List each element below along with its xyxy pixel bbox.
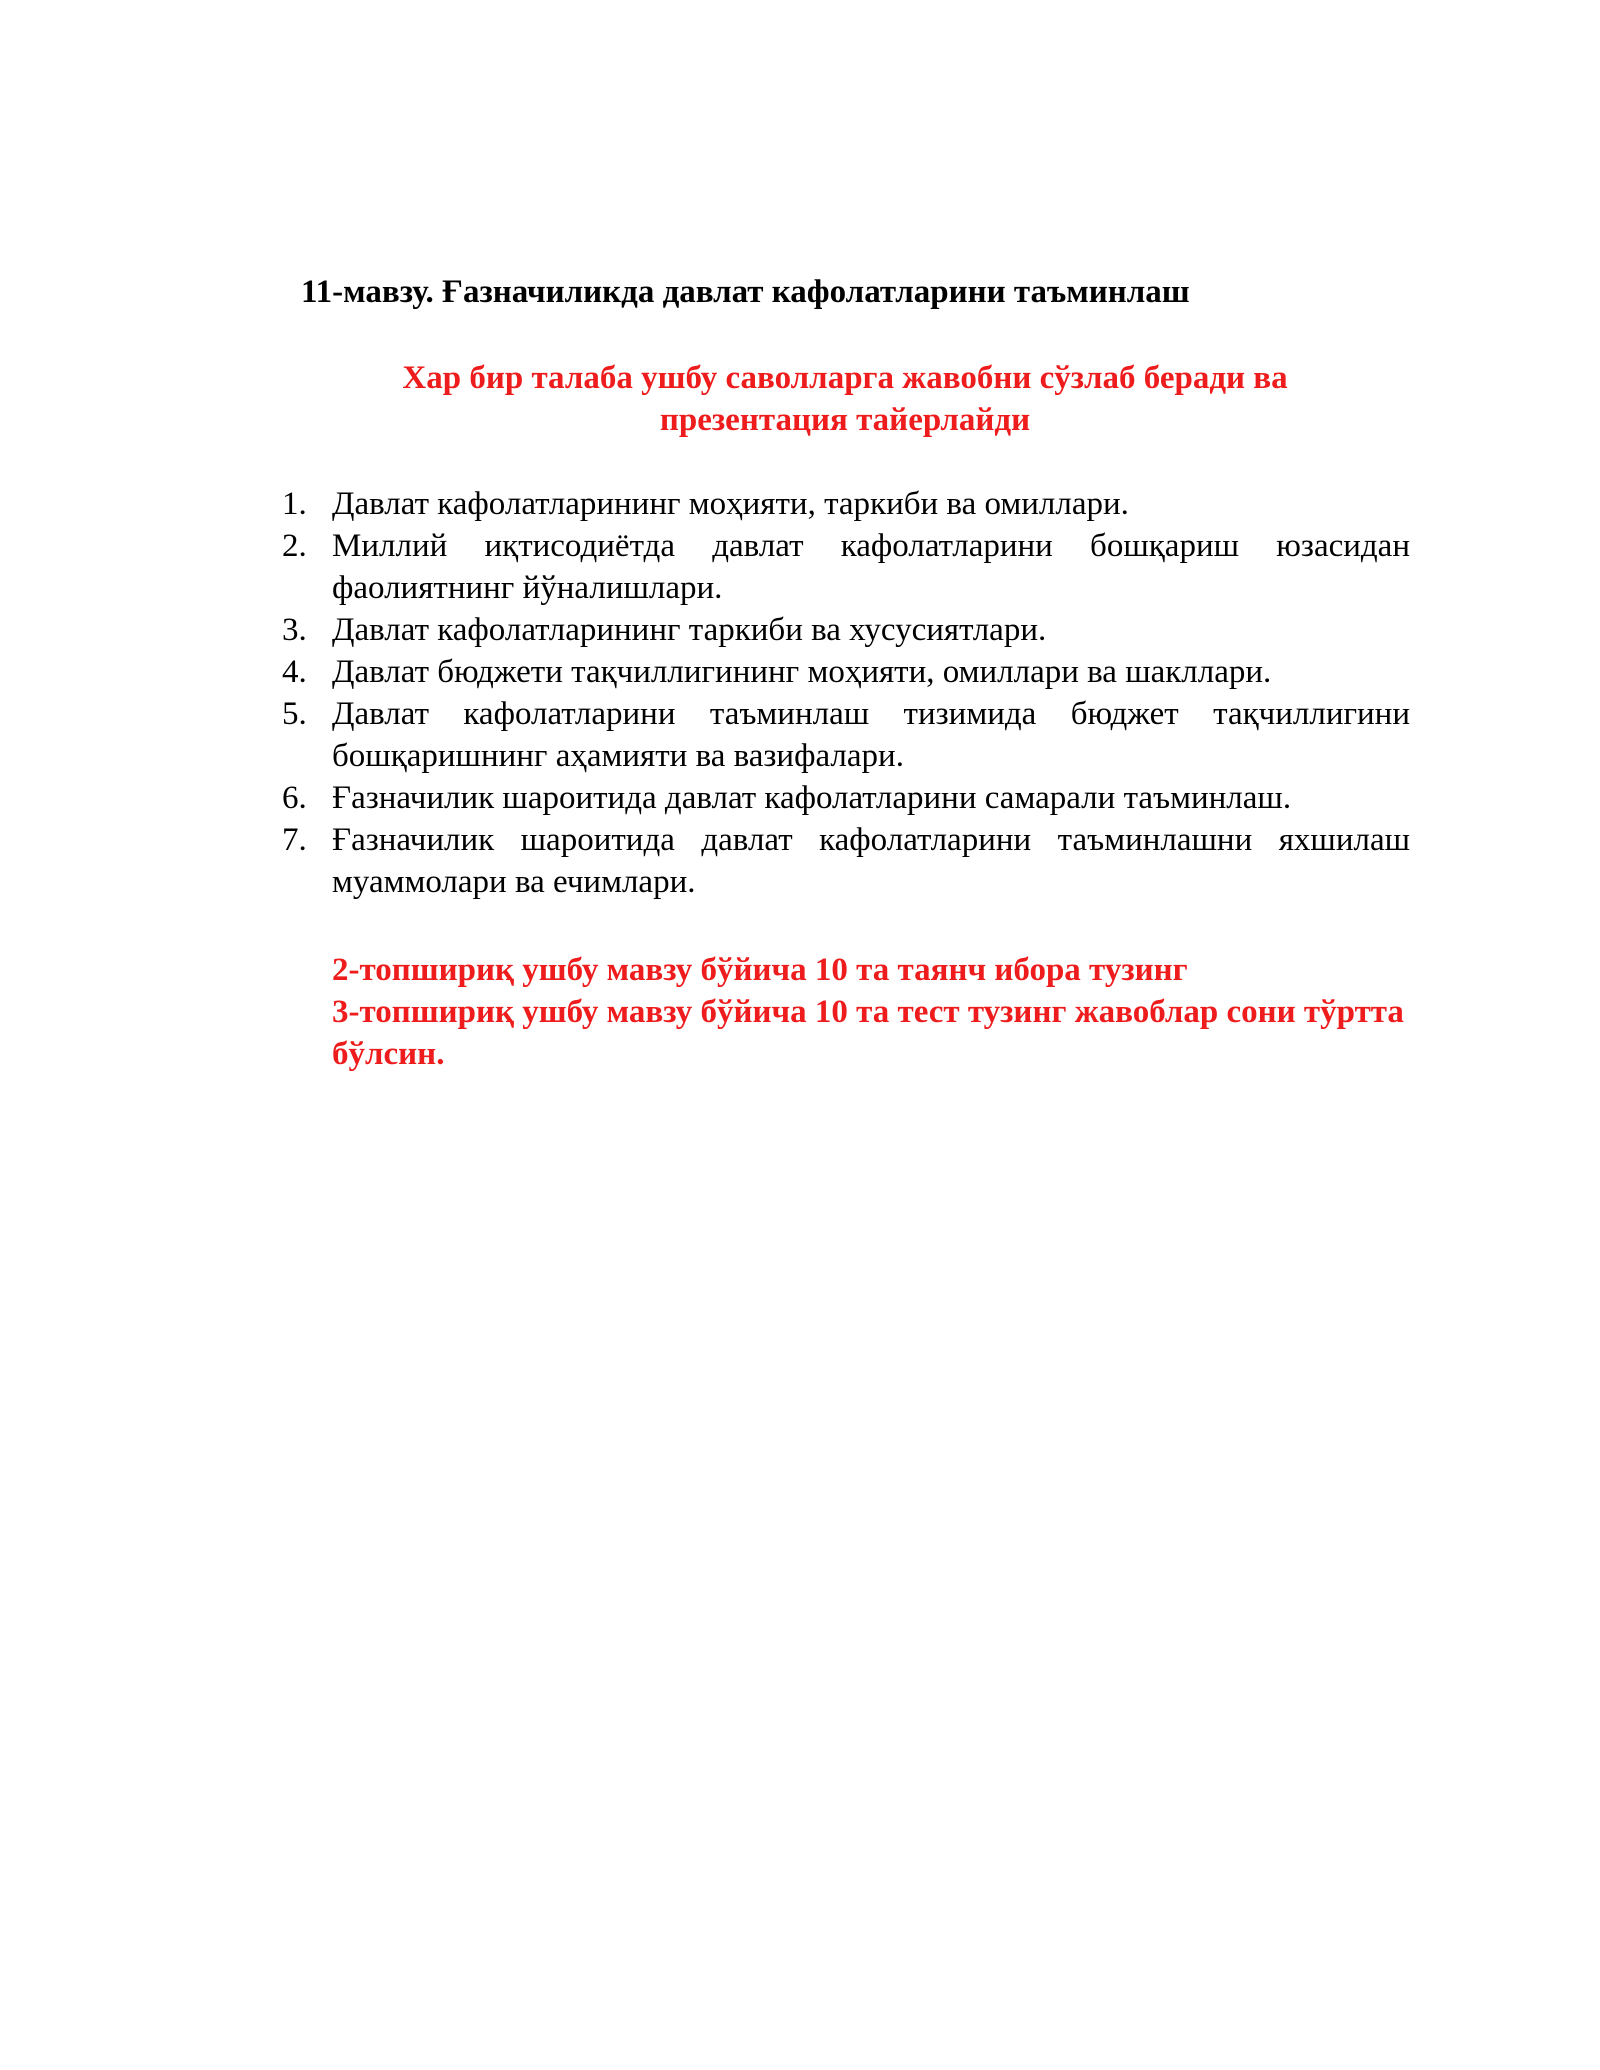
- instruction-line-1: Хар бир талаба ушбу саволларга жавобни сўзлаб беради ва: [402, 360, 1288, 396]
- instruction-line-2: презентация тайерлайди: [659, 402, 1031, 438]
- instruction-text: [280, 357, 1410, 441]
- list-item: [280, 609, 1410, 651]
- list-item-text: Давлат кафолатларини таъминлаш тизимида бюджет тақчиллигини бошқаришнинг аҳамияти ва вазифалари.: [332, 696, 1410, 774]
- list-item: [280, 819, 1410, 903]
- page-title: 11-мавзу. Ғазначиликда давлат кафолатларини таъминлаш: [301, 274, 1190, 310]
- list-item-text: Ғазначилик шароитида давлат кафолатларини самарали таъминлаш.: [332, 780, 1292, 816]
- list-item-number: 6.: [282, 780, 307, 816]
- list-item: [280, 651, 1410, 693]
- task-2-text: 2-топшириқ ушбу мавзу бўйича 10 та таянч ибора тузинг: [332, 952, 1188, 988]
- question-list: [280, 483, 1410, 903]
- list-item-text: Давлат кафолатларининг таркиби ва хусусиятлари.: [332, 612, 1047, 648]
- list-item: [280, 777, 1410, 819]
- task-block: [332, 949, 1410, 1075]
- list-item-number: 7.: [282, 822, 307, 858]
- list-item-text: Ғазначилик шароитида давлат кафолатларини таъминлашни яхшилаш муаммолари ва ечимлари.: [332, 822, 1410, 900]
- list-item: [280, 693, 1410, 777]
- list-item-number: 2.: [282, 528, 307, 564]
- list-item-number: 1.: [282, 486, 307, 522]
- list-item: [280, 525, 1410, 609]
- list-item-number: 3.: [282, 612, 307, 648]
- list-item-number: 5.: [282, 696, 307, 732]
- list-item: [280, 483, 1410, 525]
- list-item-text: Давлат кафолатларининг моҳияти, таркиби ва омиллари.: [332, 486, 1129, 522]
- list-item-text: Давлат бюджети тақчиллигининг моҳияти, омиллари ва шакллари.: [332, 654, 1272, 690]
- list-item-number: 4.: [282, 654, 307, 690]
- task-3-text: 3-топшириқ ушбу мавзу бўйича 10 та тест тузинг жавоблар сони тўртта бўлсин.: [332, 994, 1404, 1072]
- list-item-text: Миллий иқтисодиётда давлат кафолатларини бошқариш юзасидан фаолиятнинг йўналишлари.: [332, 528, 1410, 606]
